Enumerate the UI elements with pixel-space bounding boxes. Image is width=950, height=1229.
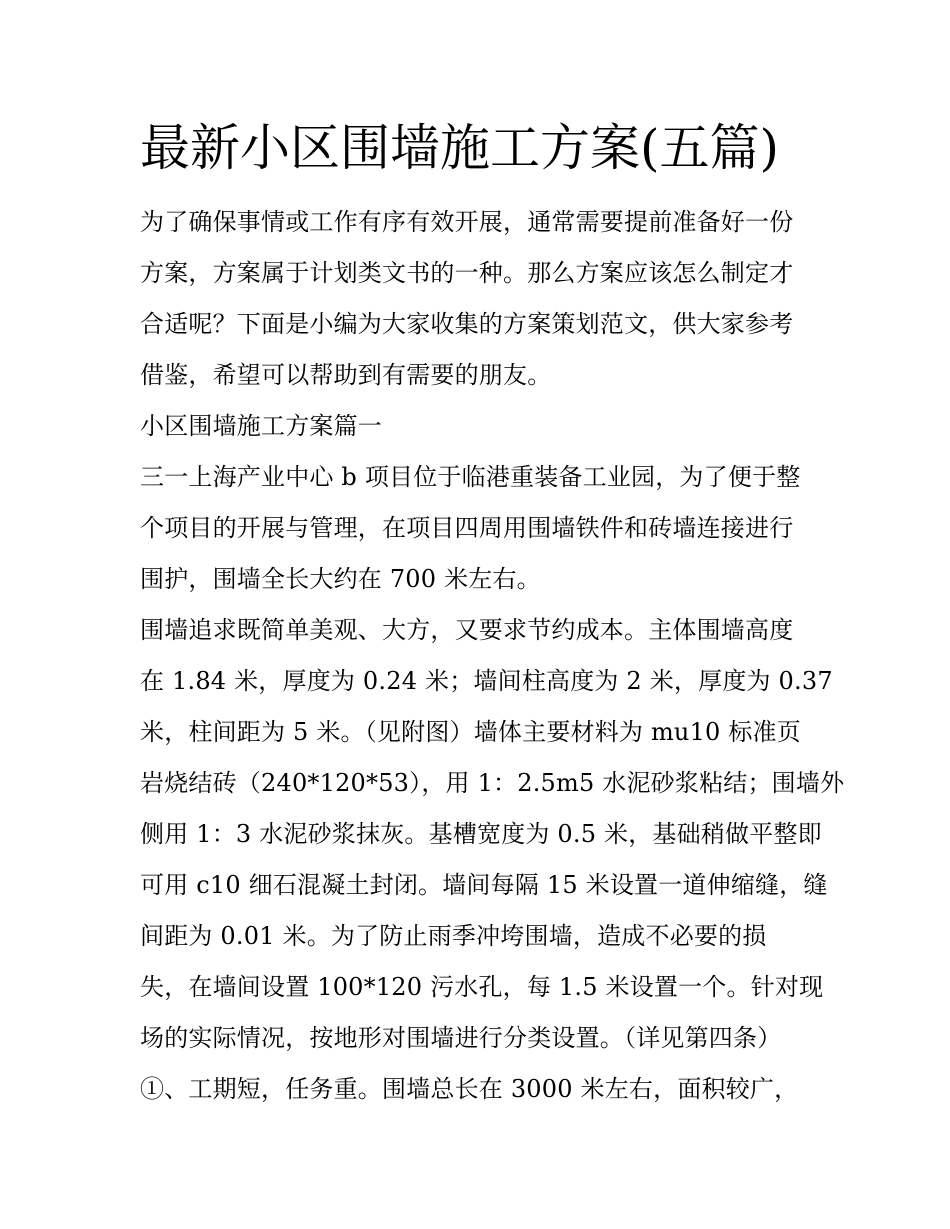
paragraph-line: 为了确保事情或工作有序有效开展，通常需要提前准备好一份 (140, 208, 794, 236)
paragraph-line: 岩烧结砖（240*120*53），用 1：2.5m5 水泥砂浆粘结；围墙外 (140, 769, 845, 797)
paragraph-line: 米，柱间距为 5 米。（见附图）墙体主要材料为 mu10 标准页 (140, 718, 801, 746)
document-body (140, 200, 845, 1118)
paragraph-line: 方案，方案属于计划类文书的一种。那么方案应该怎么制定才 (140, 259, 794, 287)
document-title: 最新小区围墙施工方案(五篇) (140, 119, 780, 177)
paragraph-line: ①、工期短，任务重。围墙总长在 3000 米左右，面积较广， (140, 1075, 799, 1103)
paragraph-line: 合适呢？下面是小编为大家收集的方案策划范文，供大家参考 (140, 310, 794, 338)
paragraph-line: 借鉴，希望可以帮助到有需要的朋友。 (140, 361, 552, 389)
paragraph-line: 可用 c10 细石混凝土封闭。墙间每隔 15 米设置一道伸缩缝，缝 (140, 871, 828, 899)
paragraph-line: 三一上海产业中心 b 项目位于临港重装备工业园，为了便于整 (140, 463, 801, 491)
paragraph-line: 场的实际情况，按地形对围墙进行分类设置。（详见第四条） (140, 1024, 782, 1052)
paragraph-line: 围墙追求既简单美观、大方，又要求节约成本。主体围墙高度 (140, 616, 794, 644)
paragraph-line: 在 1.84 米，厚度为 0.24 米；墙间柱高度为 2 米，厚度为 0.37 (140, 667, 833, 695)
paragraph-line: 失，在墙间设置 100*120 污水孔，每 1.5 米设置一个。针对现 (140, 973, 824, 1001)
paragraph-line: 间距为 0.01 米。为了防止雨季冲垮围墙，造成不必要的损 (140, 922, 767, 950)
paragraph-line: 侧用 1：3 水泥砂浆抹灰。基槽宽度为 0.5 米，基础稍做平整即 (140, 820, 822, 848)
section-heading: 小区围墙施工方案篇一 (140, 412, 382, 440)
paragraph-line: 围护，围墙全长大约在 700 米左右。 (140, 565, 541, 593)
paragraph-line: 个项目的开展与管理，在项目四周用围墙铁件和砖墙连接进行 (140, 514, 794, 542)
